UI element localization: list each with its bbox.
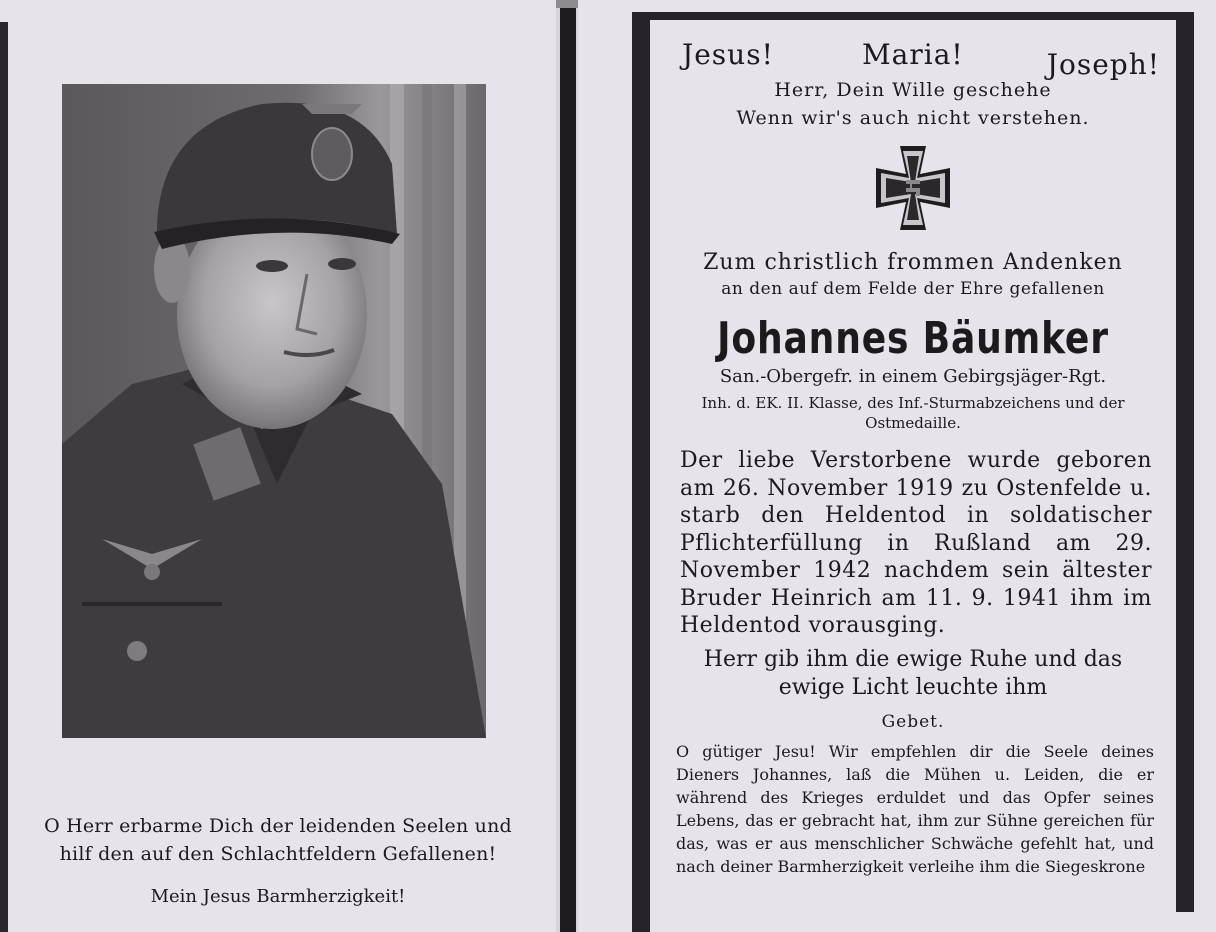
- invocation-joseph: Joseph!: [1046, 48, 1160, 81]
- left-border-rule: [632, 12, 650, 932]
- invocation-maria: Maria!: [862, 38, 964, 71]
- prayer-title: Gebet.: [881, 711, 945, 732]
- prayer-text: O gütiger Jesu! Wir empfehlen dir die Seele deines Dieners Johannes, laß die Mühen u. Leiden, die er während des Krieges erduldet und das Opfer seines Lebens, das er gebracht hat, ihm zur Sühne gereichen für das, was er aus menschlicher Schwäche gefehlt hat, und nach deiner Barmherzigkeit verleihe ihm die Siegeskrone: [676, 741, 1154, 876]
- left-edge-rule: [0, 22, 14, 932]
- motto-line-2: Wenn wir's auch nicht verstehen.: [736, 107, 1090, 129]
- top-border-rule: [632, 12, 1194, 20]
- memorial-intro: Zum christlich frommen Andenken: [703, 250, 1123, 275]
- biography-text: Der liebe Verstorbene wurde geboren am 26. November 1919 zu Ostenfelde u. starb den Heldentod in soldatischer Pflichterfüllung in Rußland am 29. November 1942 nachdem sein ältester Bruder Heinrich am 11. 9. 1941 ihm im Heldentod vorausging.: [680, 448, 1152, 638]
- right-border-rule: [1176, 12, 1194, 912]
- awards-line: Inh. d. EK. II. Klasse, des Inf.-Sturmabzeichens und der Ostmedaille.: [701, 394, 1125, 432]
- motto-line-1: Herr, Dein Wille geschehe: [774, 79, 1052, 101]
- iron-cross-icon: [872, 144, 954, 232]
- memorial-text-block: [650, 20, 1176, 932]
- soldier-portrait-image: [62, 84, 486, 738]
- military-rank: San.-Obergefr. in einem Gebirgsjäger-Rgt.: [719, 366, 1107, 387]
- memorial-subtitle: an den auf dem Felde der Ehre gefallenen: [721, 279, 1105, 299]
- invocation-jesus: Jesus!: [682, 38, 774, 71]
- caption-text: O Herr erbarme Dich der leidenden Seelen und hilf den auf den Schlachtfeldern Gefallenen!: [44, 815, 512, 865]
- fold-divider: [556, 8, 578, 932]
- invocation-header: [650, 20, 1176, 81]
- deceased-name: Johannes Bäumker: [717, 313, 1109, 364]
- blessing-text: Herr gib ihm die ewige Ruhe und das ewige Licht leuchte ihm: [703, 646, 1123, 700]
- caption-closing-line: Mein Jesus Barmherzigkeit!: [150, 886, 406, 907]
- motto: [650, 76, 1176, 132]
- prayer-caption: [30, 812, 526, 907]
- left-card-panel: [0, 0, 556, 932]
- soldier-portrait-photo: [62, 84, 486, 738]
